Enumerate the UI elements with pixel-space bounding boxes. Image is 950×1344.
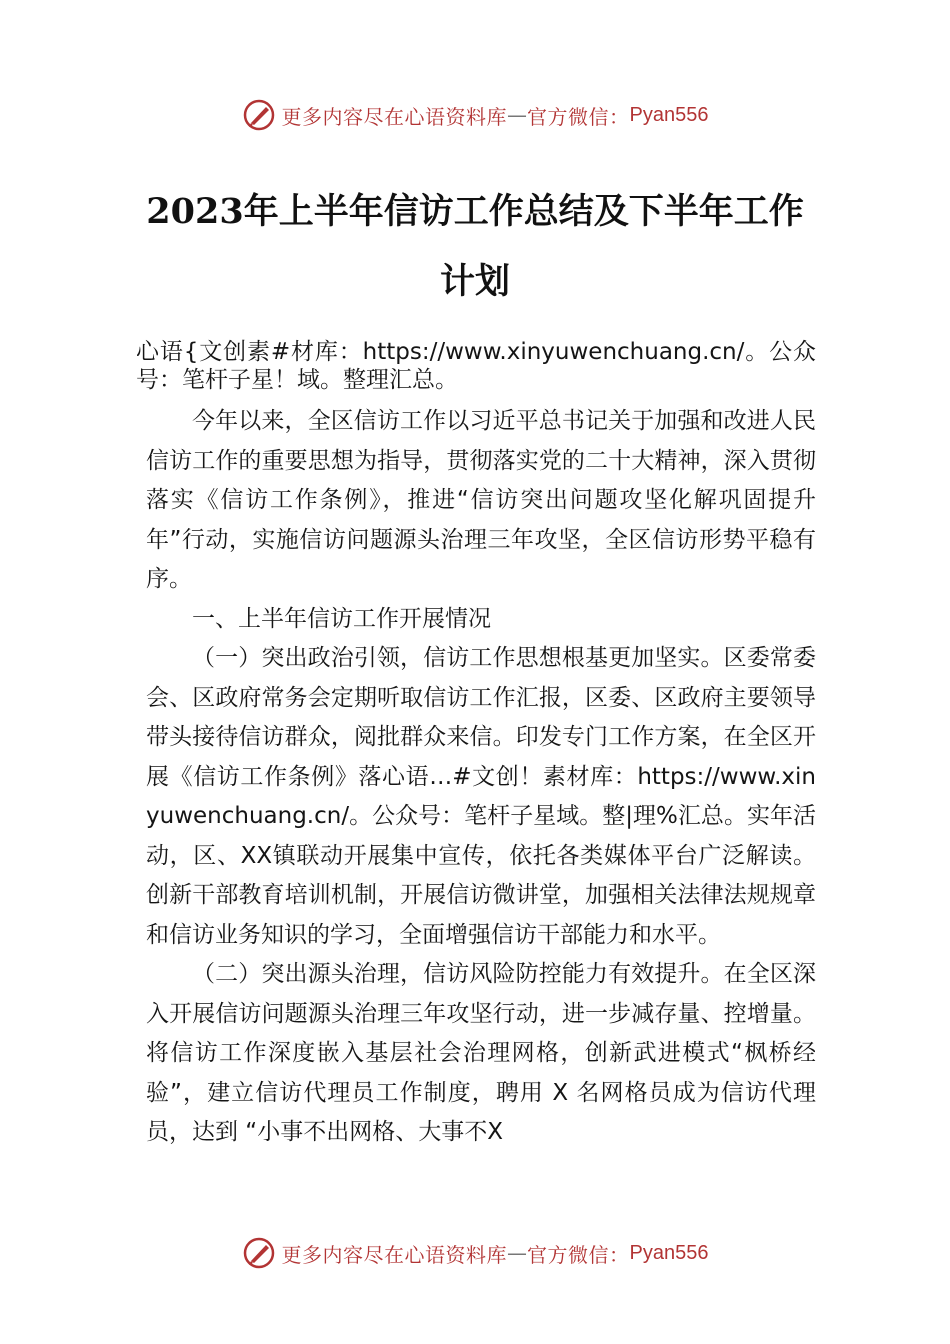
- paragraph: （一）突出政治引领，信访工作思想根基更加坚实。区委常委会、区政府常务会定期听取信访工作汇报，区委、区政府主要领导带头接待信访群众，阅批群众来信。印发专门工作方案，在全区开展《信访工作条例》落心语…#文创！素材库：https://www.xinyuwenchuang.cn/。公众号：笔杆子星域。整|理%汇总。实年活动，区、XX镇联动开展集中宣传，依托各类媒体平台广泛解读。创新干部教育培训机制，开展信访微讲堂，加强相关法律法规规章和信访业务知识的学习，全面增强信访干部能力和水平。: [146, 645, 816, 948]
- banner-wechat-id: Pyan556: [629, 103, 709, 126]
- header-banner: [0, 95, 950, 135]
- banner-text: 更多内容尽在心语资料库: [281, 104, 508, 129]
- pen-logo-icon: [242, 98, 276, 132]
- paragraph: 今年以来，全区信访工作以习近平总书记关于加强和改进人民信访工作的重要思想为指导，贯彻落实党的二十大精神，深入贯彻落实《信访工作条例》，推进“信访突出问题攻坚化解巩固提升年”行动，实施信访问题源头治理三年攻坚，全区信访形势平稳有序。: [146, 408, 816, 592]
- section-heading: 一、上半年信访工作开展情况: [192, 605, 491, 632]
- document-title-continued: 计划: [439, 261, 510, 302]
- document-body: [136, 338, 816, 1153]
- banner-separator: —: [507, 1241, 528, 1265]
- footer-banner: [0, 1233, 950, 1273]
- banner-label: 官方微信：: [527, 104, 630, 129]
- source-note: 心语{文创素#材库：https://www.xinyuwenchuang.cn/。公众号：笔杆子星！域。整理汇总。: [136, 339, 816, 393]
- document-title: 2023年上半年信访工作总结及下半年工作: [146, 191, 804, 232]
- paragraph: （二）突出源头治理，信访风险防控能力有效提升。在全区深入开展信访问题源头治理三年攻坚行动，进一步减存量、控增量。将信访工作深度嵌入基层社会治理网格，创新武进模式“枫桥经验”，建立信访代理员工作制度，聘用 X 名网格员成为信访代理员，达到 “小事不出网格、大事不X: [146, 961, 816, 1145]
- banner-wechat-id: Pyan556: [629, 1241, 709, 1264]
- banner-separator: —: [507, 103, 528, 127]
- pen-logo-icon: [242, 1236, 276, 1270]
- banner-label: 官方微信：: [527, 1242, 630, 1267]
- banner-text: 更多内容尽在心语资料库: [281, 1242, 508, 1267]
